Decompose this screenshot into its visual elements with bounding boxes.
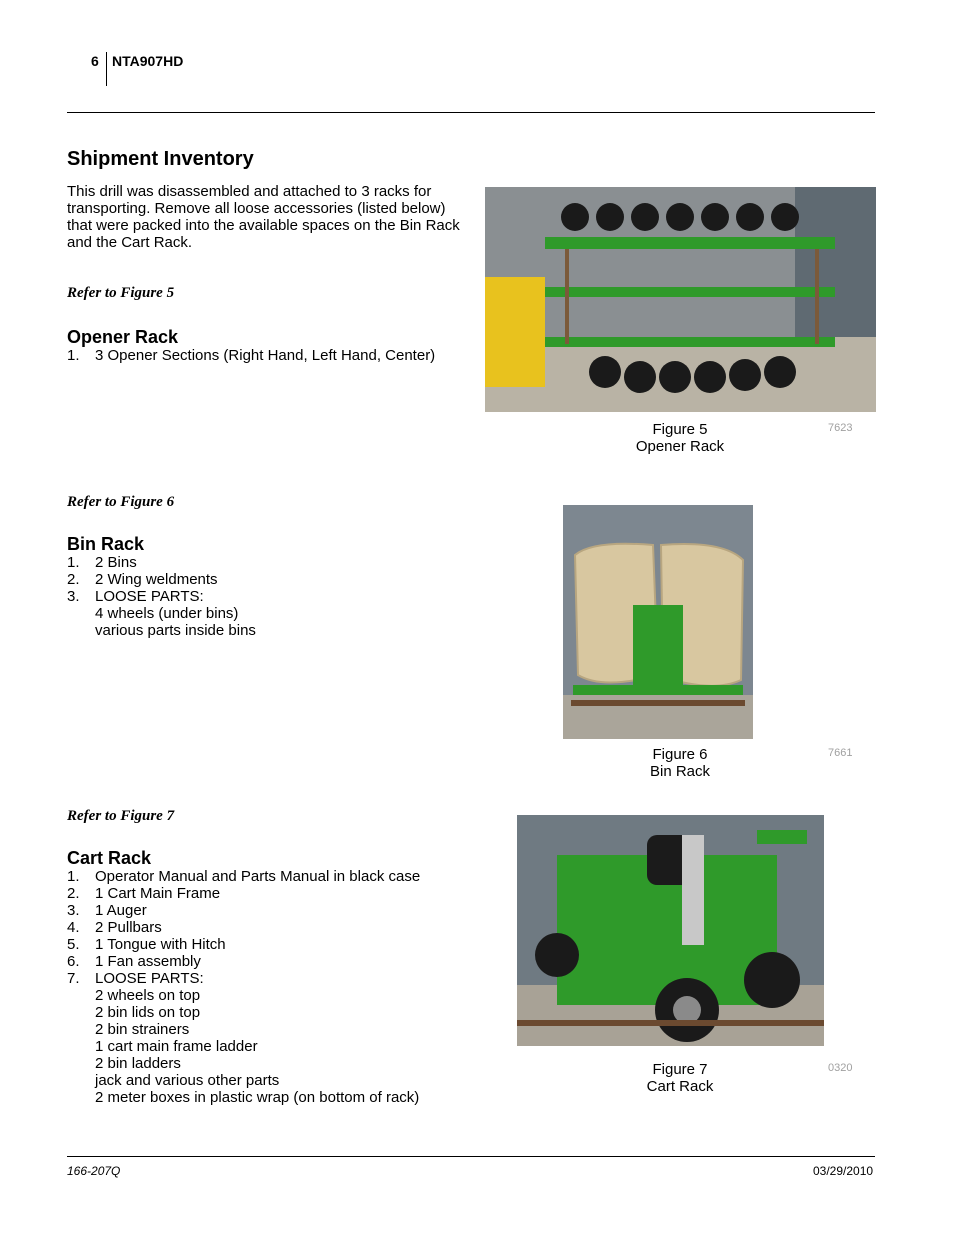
figure-title: Bin Rack bbox=[649, 763, 711, 780]
figure-5-caption bbox=[600, 421, 760, 455]
page-title: Shipment Inventory bbox=[67, 148, 254, 170]
list-item: 1. Operator Manual and Parts Manual in black case bbox=[67, 868, 421, 885]
model-name: NTA907HD bbox=[112, 53, 184, 69]
document-date: 03/29/2010 bbox=[813, 1164, 874, 1178]
opener-rack-list bbox=[67, 347, 467, 364]
bin-rack-list bbox=[67, 554, 467, 639]
figure-7-image-number: 0320 bbox=[828, 1062, 853, 1074]
figure-6-caption bbox=[600, 746, 760, 780]
section-heading-opener-rack: Opener Rack bbox=[67, 327, 179, 347]
list-item: 2. 2 Wing weldments bbox=[67, 571, 218, 588]
list-item: 6. 1 Fan assembly bbox=[67, 953, 201, 970]
figure-title: Opener Rack bbox=[635, 438, 725, 455]
document-number: 166-207Q bbox=[67, 1164, 121, 1178]
refer-figure-6: Refer to Figure 6 bbox=[67, 494, 175, 510]
list-item: 7. LOOSE PARTS: 2 wheels on top 2 bin lids on top 2 bin strainers 1 cart main frame ladder 2 bin ladders jack and various other parts 2 meter boxes in plastic wrap (on bottom of rack) bbox=[67, 970, 420, 1106]
figure-label: Figure 7 bbox=[652, 1061, 708, 1078]
header-divider bbox=[106, 52, 107, 86]
section-heading-bin-rack: Bin Rack bbox=[67, 534, 145, 554]
page-number: 6 bbox=[91, 53, 99, 69]
figure-label: Figure 5 bbox=[652, 421, 708, 438]
intro-paragraph: This drill was disassembled and attached to 3 racks for transporting. Remove all loose accessories (listed below) that were packed into the available spaces on the Bin Rack and the Cart Rack. bbox=[67, 183, 460, 251]
refer-figure-5: Refer to Figure 5 bbox=[67, 285, 175, 301]
cart-rack-list bbox=[67, 868, 487, 1106]
figure-6-image-number: 7661 bbox=[828, 747, 853, 759]
header-rule bbox=[67, 112, 875, 113]
list-item: 1. 3 Opener Sections (Right Hand, Left Hand, Center) bbox=[67, 347, 436, 364]
refer-figure-7: Refer to Figure 7 bbox=[67, 808, 175, 824]
figure-7-caption bbox=[600, 1061, 760, 1095]
figure-title: Cart Rack bbox=[646, 1078, 714, 1095]
section-heading-cart-rack: Cart Rack bbox=[67, 848, 152, 868]
figure-5-image-number: 7623 bbox=[828, 422, 853, 434]
figure-label: Figure 6 bbox=[652, 746, 708, 763]
figure-6-photo bbox=[563, 505, 753, 739]
list-item: 3. 1 Auger bbox=[67, 902, 147, 919]
list-item: 1. 2 Bins bbox=[67, 554, 137, 571]
figure-7-photo bbox=[517, 815, 824, 1046]
list-item: 3. LOOSE PARTS: 4 wheels (under bins) various parts inside bins bbox=[67, 588, 256, 639]
footer-rule bbox=[67, 1156, 875, 1157]
figure-5-photo bbox=[485, 187, 876, 412]
list-item: 2. 1 Cart Main Frame bbox=[67, 885, 221, 902]
list-item: 4. 2 Pullbars bbox=[67, 919, 162, 936]
list-item: 5. 1 Tongue with Hitch bbox=[67, 936, 226, 953]
